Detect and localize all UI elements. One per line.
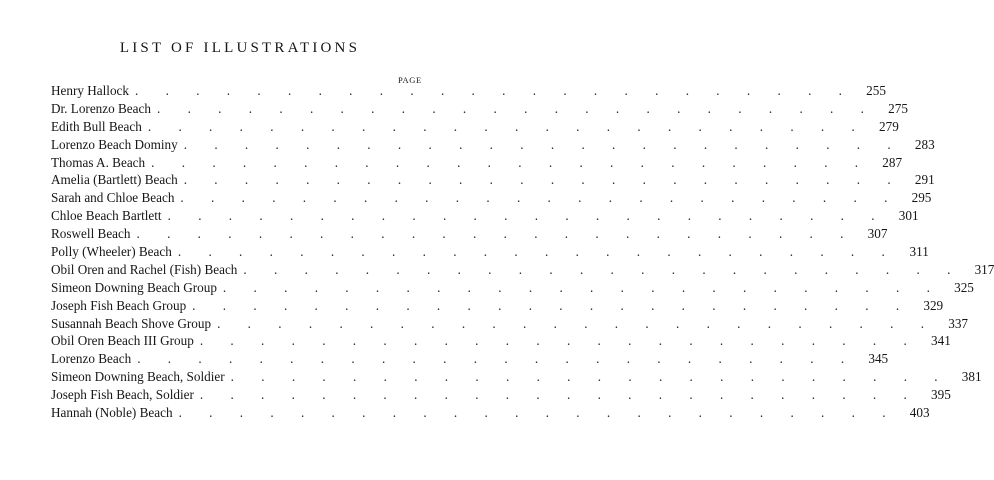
- dot-leader: . . . . . . . . . . . . . . . . . . . . . . . .: [177, 244, 897, 260]
- list-item: [51, 207, 919, 225]
- dot-leader: . . . . . . . . . . . . . . . . . . . . . . . .: [137, 351, 857, 367]
- entry-label: Susannah Beach Shove Group: [51, 315, 212, 331]
- dot-leader: . . . . . . . . . . . . . . . . . . . . . . . .: [156, 100, 876, 116]
- entry-page: 381: [961, 369, 982, 385]
- dot-leader: . . . . . . . . . . . . . . . . . . . . . . . .: [180, 190, 900, 206]
- dot-leader: . . . . . . . . . . . . . . . . . . . . . . . .: [183, 172, 903, 188]
- dot-leader: . . . . . . . . . . . . . . . . . . . . . . . .: [183, 136, 903, 152]
- dot-leader: . . . . . . . . . . . . . . . . . . . . . . . .: [178, 405, 898, 421]
- list-item: [51, 315, 969, 333]
- entry-label: Roswell Beach: [51, 226, 131, 242]
- list-item: [51, 368, 982, 386]
- list-item: [51, 154, 903, 172]
- dot-leader: . . . . . . . . . . . . . . . . . . . . . . . .: [217, 315, 937, 331]
- entry-label: Amelia (Bartlett) Beach: [51, 172, 178, 188]
- entry-label: Obil Oren Beach III Group: [51, 333, 194, 349]
- list-item: [51, 297, 944, 315]
- entry-page: 337: [948, 315, 969, 331]
- entry-page: 317: [974, 261, 994, 277]
- dot-leader: . . . . . . . . . . . . . . . . . . . . . . . .: [135, 83, 854, 98]
- entry-page: 325: [954, 279, 974, 295]
- entry-page: 307: [867, 226, 888, 242]
- entry-label: Lorenzo Beach: [51, 351, 132, 367]
- list-item: [51, 261, 994, 279]
- entry-label: Edith Bull Beach: [51, 118, 142, 134]
- entry-label: Sarah and Chloe Beach: [51, 190, 175, 206]
- entry-label: Simeon Downing Beach, Soldier: [51, 369, 225, 385]
- page-column-label: PAGE: [398, 75, 422, 85]
- dot-leader: . . . . . . . . . . . . . . . . . . . . . . . .: [151, 154, 871, 170]
- entry-label: Henry Hallock: [51, 83, 129, 98]
- list-item: [51, 82, 886, 100]
- dot-leader: . . . . . . . . . . . . . . . . . . . . . . . .: [136, 226, 856, 242]
- list-item: [51, 136, 935, 154]
- list-item: [51, 225, 888, 243]
- dot-leader: . . . . . . . . . . . . . . . . . . . . . . . .: [167, 208, 887, 224]
- entry-page: 279: [879, 118, 899, 134]
- entry-label: Lorenzo Beach Dominy: [51, 136, 178, 152]
- entry-label: Polly (Wheeler) Beach: [51, 244, 172, 260]
- list-item: [51, 279, 974, 297]
- entry-page: 341: [931, 333, 951, 349]
- entry-page: 329: [923, 297, 944, 313]
- list-item: [51, 404, 930, 422]
- dot-leader: . . . . . . . . . . . . . . . . . . . . . . . .: [222, 279, 942, 295]
- entry-label: Chloe Beach Bartlett: [51, 208, 162, 224]
- entry-page: 395: [931, 387, 951, 403]
- entry-page: 255: [866, 83, 886, 98]
- dot-leader: . . . . . . . . . . . . . . . . . . . . . . . .: [243, 261, 963, 277]
- entry-page: 291: [914, 172, 935, 188]
- list-item: [51, 243, 929, 261]
- list-item: [51, 332, 951, 350]
- list-item: [51, 171, 935, 189]
- illustrations-list: [51, 82, 994, 422]
- list-item: [51, 100, 908, 118]
- entry-label: Thomas A. Beach: [51, 154, 146, 170]
- dot-leader: . . . . . . . . . . . . . . . . . . . . . . . .: [147, 118, 867, 134]
- entry-page: 345: [868, 351, 889, 367]
- entry-label: Dr. Lorenzo Beach: [51, 100, 151, 116]
- list-item: [51, 350, 889, 368]
- entry-label: Simeon Downing Beach Group: [51, 279, 217, 295]
- page-title: LIST OF ILLUSTRATIONS: [119, 40, 361, 56]
- list-item: [51, 189, 932, 207]
- dot-leader: . . . . . . . . . . . . . . . . . . . . . . . .: [199, 387, 919, 403]
- entry-page: 403: [909, 405, 930, 421]
- entry-page: 287: [882, 154, 903, 170]
- entry-label: Hannah (Noble) Beach: [51, 405, 173, 421]
- dot-leader: . . . . . . . . . . . . . . . . . . . . . . . .: [199, 333, 919, 349]
- list-item: [51, 386, 951, 404]
- dot-leader: . . . . . . . . . . . . . . . . . . . . . . . .: [192, 297, 912, 313]
- entry-page: 301: [898, 208, 919, 224]
- entry-page: 275: [888, 100, 908, 116]
- dot-leader: . . . . . . . . . . . . . . . . . . . . . . . .: [230, 369, 950, 385]
- entry-label: Joseph Fish Beach, Soldier: [51, 387, 194, 403]
- entry-label: Obil Oren and Rachel (Fish) Beach: [51, 261, 238, 277]
- list-item: [51, 118, 899, 136]
- entry-page: 311: [909, 244, 929, 260]
- entry-page: 295: [911, 190, 932, 206]
- entry-page: 283: [914, 136, 935, 152]
- entry-label: Joseph Fish Beach Group: [51, 297, 187, 313]
